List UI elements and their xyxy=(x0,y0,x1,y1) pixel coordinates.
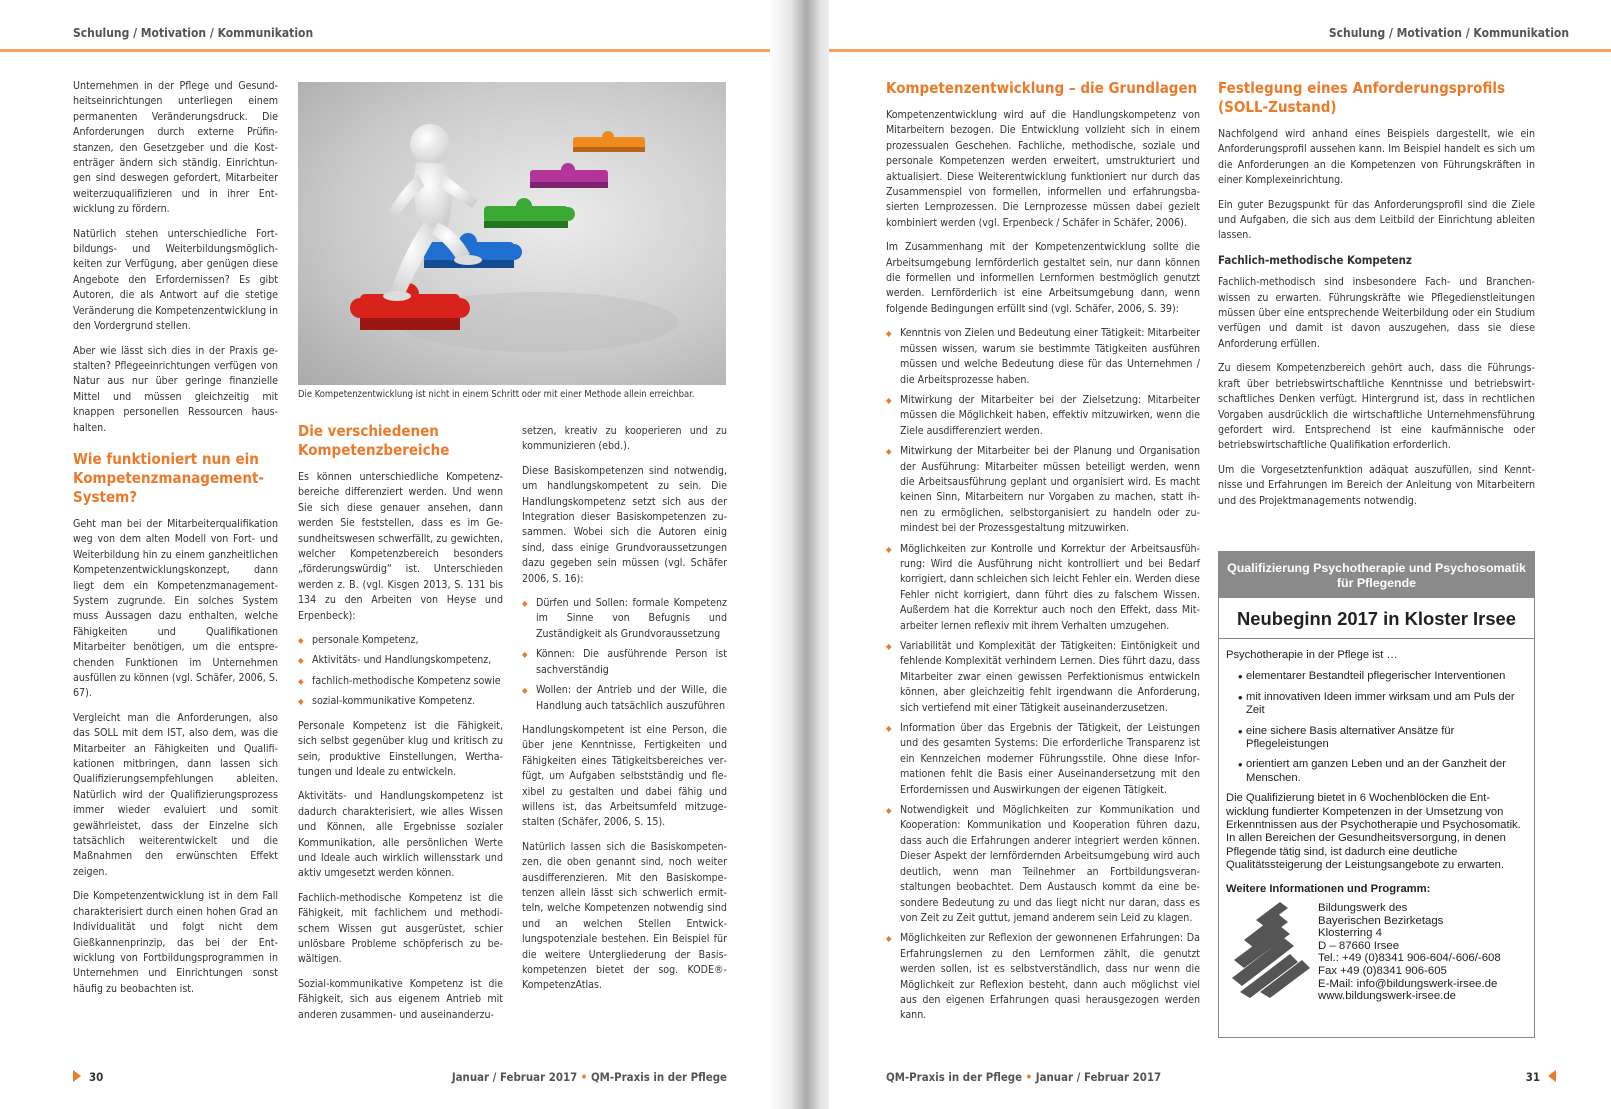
paragraph: Um die Vorgesetztenfunktion adäquat auszufüllen, sind Kenntnisse und Erfahrungen im Bereich der Anleitung von Mitarbeitern und des Projektmanagements notwendig. xyxy=(1218,463,1535,507)
paragraph: Diese Basiskompetenzen sind notwendig, um handlungskompetent zu sein. Die Handlungskompetenz setzt sich aus der Integration dieser Basiskompetenzen zusammen. Wobei sich die Autoren einig sind, dass einige Grundvoraussetzungen dazu gegeben sein müssen (vgl. Schäfer 2006, S. 16): xyxy=(522,464,727,585)
puzzle-piece-green xyxy=(484,198,575,228)
list-item: ◆ Wollen: der Antrieb und der Wille, die Handlung auch tatsächlich auszuführen xyxy=(522,683,727,714)
paragraph: Vergleicht man die Anforderungen, also das SOLL mit dem IST, also dem, was die Mitarbeiter an Fähigkeiten und Qualifikationen mitbringen, dann lassen sich Qualifizierungsempfehlungen ableiten. Natürlich wird der Qualifizierungsprozess immer wieder evaluiert und somit gewährleistet, dass der Einzelne sich tatsächlich weiterentwickelt und die Maßnahmen den erwünschten Effekt zeigen. xyxy=(73,711,278,878)
list-item: • eine sichere Basis alternativer Ansätze für Pflegeleistungen xyxy=(1238,725,1527,752)
magazine-title: QM-Praxis in der Pflege xyxy=(590,1070,727,1084)
left-column-3 xyxy=(522,424,727,1003)
list-item: ◆ Möglichkeiten zur Reflexion der gewonnenen Erfahrungen: Da Erfahrungslernen zu den Lernformen zählt, die genutzt werden sollen, ist es selbstverständlich, dass nur wenn die Möglichkeit zur Reflexion besteht, dann auch möglichst viel aus den eigenen Erfahrungen quasi herausgezogen werden kann. xyxy=(886,931,1200,1023)
bildungswerk-logo-icon xyxy=(1226,902,1318,998)
paragraph: Zu diesem Kompetenzbereich gehört auch, dass die Führungskraft über betriebswirtschaftliche Kenntnisse und betriebswirtschaftliches Denken verfügt. Hintergrund ist, dass in rechtlichen Vorgaben ausdrücklich die wirtschaftliche Unternehmensführung gefordert wird. Entsprechend ist eine kaufmännische oder betriebswirtschaftliche Qualifikation erforderlich. xyxy=(1218,362,1535,452)
list-item: ◆ Können: Die ausführende Person ist sachverständig xyxy=(522,647,727,678)
list-item: ◆ Notwendigkeit und Möglichkeiten zur Kommunikation und Kooperation: Kommunikation und Kooperation führen dazu, dass auch die Erfahrungen anderer integriert werden können. Dieser Aspekt der lernfördernden Arbeitsumgebung wird auch deutlich, wenn man Teilnehmer an Fortbildungsveranstaltungen beobachtet. Dem Austausch kommt da eine besondere Bedeutung zu und das liegt nicht nur daran, dass es von Zeit zu Zeit guttut, jemand anderem sein Leid zu klagen. xyxy=(886,803,1200,926)
paragraph: Natürlich stehen unterschiedliche Fortbildungs- und Weiterbildungsmöglichkeiten zur Verfügung, aber genügen diese Angebote den Erfordernissen? Es gibt Autoren, die als Antwort auf die stetige Veränderung die Kompetenzentwicklung in den Vordergrund stellen. xyxy=(73,227,278,333)
paragraph: Natürlich lassen sich die Basiskompetenzen, die oben genannt sind, noch weiter ausdifferenzieren. Mit den Basiskompetenzen allein lässt sich schwerlich ermitteln, welche Kompetenzen notwendig sind und an welchen Stellen Entwicklungspotenziale bestehen. Ein Beispiel für die weitere Untergliederung der Basiskompetenzen bietet der sog. KODE®-KompetenzAtlas. xyxy=(522,840,727,992)
list-item: ◆ Variabilität und Komplexität der Tätigkeiten: Eintönigkeit und fehlende Komplexität verhindern Lernen. Dies führt dazu, dass Mitarbeiter zwar einen gewissen Perfektionismus entwickeln können, aber gleichzeitig fehlt irgendwann die Anforderung, sich vertiefend mit einer Tätigkeit auseinanderzusetzen. xyxy=(886,639,1200,716)
running-header-right: Schulung / Motivation / Kommunikation xyxy=(1328,26,1569,40)
list-item: ◆ Aktivitäts- und Handlungskompetenz, xyxy=(298,653,503,668)
running-header-left: Schulung / Motivation / Kommunikation xyxy=(73,26,314,40)
address-line: Bayerischen Bezirketags xyxy=(1318,914,1444,927)
list-item: ◆ sozial-kommunikative Kompetenz. xyxy=(298,694,503,709)
page-number: 30 xyxy=(89,1070,104,1084)
paragraph: Kompetenzentwicklung wird auf die Handlungskompetenz von Mitarbeitern bezogen. Die Entwicklung vollzieht sich in einem prozessualen Geschehen. Fachliche, methodische, soziale und personale Kompetenzen werden erweitert, umstrukturiert und aktualisiert. Diese Weiterentwicklung funktioniert nur durch das Zusammenspiel von formellen, informellen und erfahrungsbasierten Lernprozessen. Die Lernprozesse müssen dabei gezielt kombiniert werden (vgl. Erpenbeck / Schäfer in Schäfer, 2006). xyxy=(886,109,1200,229)
ad-more-info: Weitere Informationen und Programm: xyxy=(1226,882,1431,895)
ad-address xyxy=(1318,902,1501,1003)
paragraph: Geht man bei der Mitarbeiterqualifikation weg von dem alten Modell von Fort- und Weiterbildung hin zu einem ganzheitlichen Kompetenzentwicklungskonzept, dann liegt dem ein Kompetenzmanagement-System zugrunde. Ein solches System muss Aussagen dazu enthalten, welche Fähigkeiten und Qualifikationen Mitarbeiter benötigen, um die entsprechenden Funktionen im Unternehmen ausfüllen zu können (vgl. Schäfer, 2006, S. 67). xyxy=(73,517,278,700)
paragraph: setzen, kreativ zu kooperieren und zu kommunizieren (ebd.). xyxy=(522,425,727,453)
email-link[interactable]: E-Mail: info@bildungswerk-irsee.de xyxy=(1318,977,1498,990)
magazine-title: QM-Praxis in der Pflege xyxy=(886,1070,1023,1084)
address-line: Bildungswerk des xyxy=(1318,902,1408,915)
separator-dot: • xyxy=(1025,1070,1033,1084)
prerequisite-list xyxy=(522,596,727,714)
triangle-right-icon xyxy=(73,1070,81,1082)
paragraph: Aktivitäts- und Handlungskompetenz ist dadurch charakterisiert, wie alles Wissen und Können, alle Ergebnisse sozialer Kommunikation, alle persönlichen Werte und Ideale auch wirklich willensstark und aktiv umgesetzt werden können. xyxy=(298,790,503,880)
section-heading: Die verschiedenen Kompetenzbereiche xyxy=(298,422,450,459)
paragraph: Es können unterschiedliche Kompetenzbereiche differenziert werden. Und wenn Sie sich diese genauer ansehen, dann werden Sie feststellen, dass es im Gesundheitswesen schwerfällt, zu gewichten, welcher Kompetenzbereich besonders „förderungswürdig“ ist. Unterschieden werden z. B. (vgl. Kisgen 2013, S. 131 bis 134 zu den Arbeiten von Heyse und Erpenbeck): xyxy=(298,471,503,622)
phone-line: Tel.: +49 (0)8341 906-604/-606/-608 xyxy=(1318,952,1501,965)
paragraph: Aber wie lässt sich dies in der Praxis gestalten? Pflegeeinrichtungen verfügen von Natur aus nur über geringe finanzielle Mittel und müssen gleichzeitig mit knappen personellen Ressourcen haushalten. xyxy=(73,344,278,434)
separator-dot: • xyxy=(580,1070,588,1084)
triangle-left-icon xyxy=(1548,1070,1556,1082)
puzzle-piece-red xyxy=(350,283,470,330)
list-item: ◆ Information über das Ergebnis der Tätigkeit, der Leistungen und des gesamten Systems: Die erforderliche Transparenz ist ein Kennzeichen moderner Führungsstile. Ohne diese Informationen fehlt die Basis einer Auseinandersetzung mit den Erfordernissen und Auswirkungen der eigenen Tätigkeit. xyxy=(886,721,1200,798)
footer-issue-right xyxy=(886,1070,1161,1084)
paragraph: Handlungskompetent ist eine Person, die über jene Kenntnisse, Fertigkeiten und Fähigkeiten eines Tätigkeitsbereiches verfügt, um Aufgaben selbstständig und flexibel zu gestalten und dabei fähig und willens ist, das Arbeitsumfeld mitzugestalten (Schäfer, 2006, S. 15). xyxy=(522,723,727,829)
puzzle-illustration xyxy=(298,82,726,385)
right-column-1 xyxy=(886,79,1200,1033)
left-page xyxy=(0,0,782,1109)
issue-date: Januar / Februar 2017 xyxy=(1035,1070,1162,1084)
paragraph: Die Kompetenzentwicklung ist in dem Fall charakterisiert durch einen hohen Grad an Individualität und folgt nicht dem Gießkannenprinzip, das bei der Entwicklung von Fortbildungsprogrammen in Unternehmen und Einrichtungen sonst häufig zu beobachten ist. xyxy=(73,890,278,995)
ad-header: Qualifizierung Psychotherapie und Psychosomatik für Pflegende xyxy=(1219,552,1534,598)
list-item: • mit innovativen Ideen immer wirksam und am Puls der Zeit xyxy=(1238,691,1527,718)
section-heading: Kompetenzentwicklung – die Grundlagen xyxy=(886,79,1198,97)
page-number: 31 xyxy=(1525,1070,1540,1084)
paragraph: Nachfolgend wird anhand eines Beispiels dargestellt, wie ein Anforderungsprofil aussehen kann. Im Beispiel handelt es sich um die Anforderungen an die Kompetenzen von Führungskräften in einer Komplexeinrichtung. xyxy=(1218,128,1535,187)
ad-title: Neubeginn 2017 in Kloster Irsee xyxy=(1219,598,1534,639)
puzzle-steps-image xyxy=(298,82,726,385)
left-column-1 xyxy=(73,79,278,1006)
ad-text: Die Qualifizierung bietet in 6 Wochenblöcken die Entwicklung fundierter Kompetenzen in der Umsetzung von Erkenntnissen aus der Psychotherapie und Psychosomatik. In allen Bereichen der Gesundheitsversorgung, in denen Pflegende tätig sind, ist dadurch eine deutliche Qualitätssteigerung der Leistungsangebote zu erwarten. xyxy=(1226,792,1521,872)
paragraph: Unternehmen in der Pflege und Gesundheitseinrichtungen unterliegen einem permanenten Veränderungsdruck. Die Anforderungen durch externe Prüfinstanzen, den Gesetzgeber und die Kostenträger ändern sich ständig. Einrichtungen sind deswegen gefordert, Mitarbeiter weiterzuqualifizieren und in ihrer Entwicklung zu fördern. xyxy=(73,80,278,216)
list-item: ◆ Mitwirkung der Mitarbeiter bei der Zielsetzung: Mitarbeiter müssen die Möglichkeit haben, effektiv mitzuwirken, wenn die Ziele ausdifferenziert werden. xyxy=(886,393,1200,439)
subsection-heading: Fachlich-methodische Kompetenz xyxy=(1218,252,1412,267)
list-item: • elementarer Bestandteil pflegerischer Interventionen xyxy=(1238,670,1527,683)
list-item: ◆ Mitwirkung der Mitarbeiter bei der Planung und Organisation der Ausführung: Mitarbeiter müssen beteiligt werden, wenn die Arbeitsausführung geplant und organisiert wird. Es macht keinen Sinn, Mitarbeitern nur Vorgaben zu machen, statt ihnen zu ermöglichen, selbstorganisiert zu handeln oder zumindest bei der Prozessgestaltung mitzuwirken. xyxy=(886,444,1200,536)
section-heading: Festlegung eines Anforderungsprofils (SOLL-Zustand) xyxy=(1218,79,1506,116)
address-line: D – 87660 Irsee xyxy=(1318,939,1400,952)
paragraph: Sozial-kommunikative Kompetenz ist die Fähigkeit, sich aus eigenem Antrieb mit anderen zusammen- und auseinanderzu- xyxy=(298,977,503,1021)
puzzle-piece-orange xyxy=(573,131,645,152)
right-column-2 xyxy=(1218,79,1535,518)
address-line: Klosterring 4 xyxy=(1318,927,1382,940)
figure-caption: Die Kompetenzentwicklung ist nicht in einem Schritt oder mit einer Methode allein erreichbar. xyxy=(298,389,695,400)
ad-intro: Psychotherapie in der Pflege ist … xyxy=(1226,649,1398,661)
paragraph: Im Zusammenhang mit der Kompetenzentwicklung sollte die Arbeitsumgebung lernförderlich gestaltet sein, nur dann können die formellen und informellen Lernformen bestmöglich genutzt werden. Lernförderlich ist eine Arbeitsumgebung dann, wenn folgende Bedingungen erfüllt sind (vgl. Schäfer, 2006, S. 39): xyxy=(886,241,1200,315)
left-column-2 xyxy=(298,422,503,1032)
learning-conditions-list xyxy=(886,326,1200,1023)
website-link[interactable]: www.bildungswerk-irsee.de xyxy=(1318,990,1457,1003)
list-item: ◆ Kenntnis von Zielen und Bedeutung einer Tätigkeit: Mitarbeiter müssen wissen, warum sie bestimmte Tätigkeiten ausführen müssen und welche Bedeutung diese für das Unternehmen / die Arbeitsprozesse haben. xyxy=(886,326,1200,388)
section-heading: Wie funktioniert nun ein Kompetenzmanagement-System? xyxy=(73,449,264,506)
header-rule-left xyxy=(0,49,782,52)
footer-page-number-right xyxy=(1526,1070,1556,1084)
footer-issue-left xyxy=(452,1070,727,1084)
paragraph: Fachlich-methodische Kompetenz ist die Fähigkeit, mit fachlichem und methodischem Wissen gut ausgerüstet, schier unlösbare Probleme schöpferisch zu bewältigen. xyxy=(298,891,503,966)
list-item: ◆ personale Kompetenz, xyxy=(298,633,503,648)
ad-address-block xyxy=(1226,902,1527,1003)
ad-list xyxy=(1238,670,1527,785)
list-item: ◆ Möglichkeiten zur Kontrolle und Korrektur der Arbeitsausführung: Wird die Ausführung nicht kontrolliert und bei Bedarf korrigiert, dann schleichen sich leicht Fehler ein. Werden diese Fehler nicht korrigiert, dann führt dies zu falschem Wissen. Außerdem hat die Korrektur auch noch den Effekt, dass Mitarbeiter lernen reflexiv mit ihrem Verhalten umzugehen. xyxy=(886,542,1200,634)
competence-list xyxy=(298,633,503,710)
advertisement-box xyxy=(1218,551,1535,1038)
paragraph: Personale Kompetenz ist die Fähigkeit, sich selbst gegenüber klug und kritisch zu sein, produktive Einstellungen, Werthatungen und Ideale zu entwickeln. xyxy=(298,719,503,778)
header-rule-right xyxy=(829,49,1611,52)
list-item: ◆ Dürfen und Sollen: formale Kompetenz im Sinne von Befugnis und Zuständigkeit als Grundvoraussetzung xyxy=(522,596,727,642)
footer-page-number-left xyxy=(73,1070,103,1084)
list-item: ◆ fachlich-methodische Kompetenz sowie xyxy=(298,674,503,689)
issue-date: Januar / Februar 2017 xyxy=(451,1070,578,1084)
ad-body xyxy=(1219,639,1534,1003)
paragraph: Ein guter Bezugspunkt für das Anforderungsprofil sind die Ziele und Aufgaben, die sich aus dem Leitbild der Einrichtung ableiten lassen. xyxy=(1218,198,1535,242)
white-figure xyxy=(383,124,482,301)
paragraph: Fachlich-methodisch sind insbesondere Fach- und Branchenwissen zu erwarten. Führungskräfte wie Pflegedienstleitungen müssen über eine entsprechende Weiterbildung oder ein Studium verfügen und damit ist davon auszugehen, dass sie diese Anforderung erfüllen. xyxy=(1218,276,1535,350)
puzzle-piece-magenta xyxy=(530,163,608,188)
list-item: • orientiert am ganzen Leben und an der Ganzheit der Menschen. xyxy=(1238,758,1527,785)
fax-line: Fax +49 (0)8341 906-605 xyxy=(1318,965,1447,978)
